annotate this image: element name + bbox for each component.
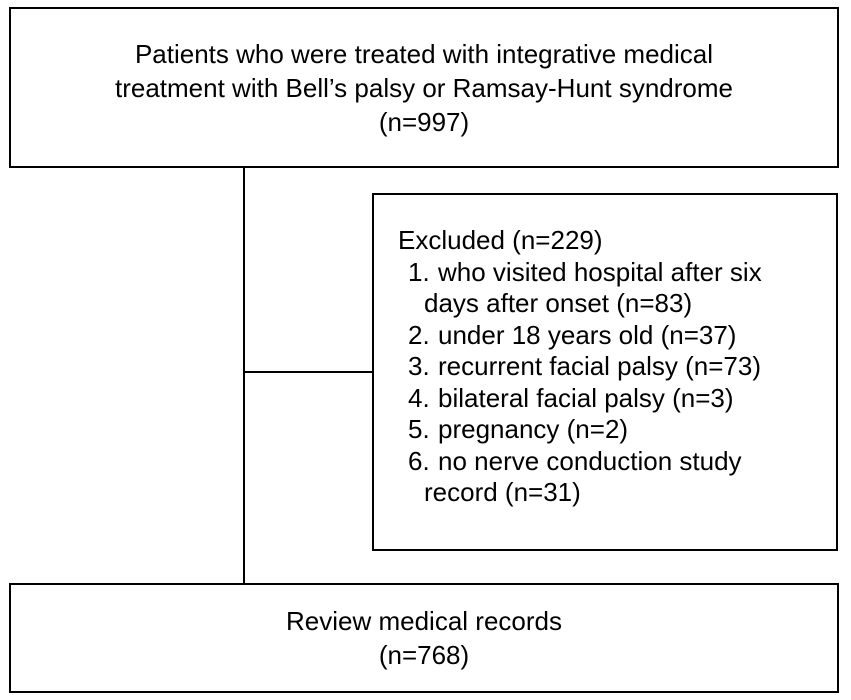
excluded-item	[398, 446, 826, 509]
enrolled-patients-count: (n=997)	[378, 106, 470, 137]
excluded-item-number: 3.	[408, 351, 430, 381]
excluded-item	[398, 257, 826, 320]
enrolled-patients-box	[9, 7, 839, 168]
reviewed-records-box	[9, 583, 839, 693]
excluded-item-number: 4.	[408, 382, 430, 413]
enrolled-patients-line-2: treatment with Bell’s palsy or Ramsay-Hunt syndrome	[115, 72, 733, 103]
enrolled-patients-line-1: Patients who were treated with integrative medical	[134, 38, 714, 69]
excluded-item	[398, 414, 826, 446]
excluded-item-text: pregnancy (n=2)	[438, 414, 629, 444]
reviewed-records-count: (n=768)	[378, 640, 470, 670]
connector-branch-line	[244, 371, 372, 373]
excluded-item-number: 5.	[408, 414, 430, 444]
excluded-item-text: under 18 years old (n=37)	[438, 319, 737, 350]
excluded-item-number: 2.	[408, 319, 430, 350]
excluded-item-text: who visited hospital after six	[438, 256, 762, 287]
excluded-item-text: recurrent facial palsy (n=73)	[438, 351, 761, 381]
excluded-item-text-continued: record (n=31)	[424, 477, 581, 507]
excluded-item-text-continued: days after onset (n=83)	[424, 288, 693, 318]
excluded-item	[398, 320, 826, 352]
excluded-box	[372, 193, 838, 551]
excluded-item-text: bilateral facial palsy (n=3)	[438, 382, 734, 413]
excluded-item-number: 6.	[408, 445, 430, 476]
reviewed-records-label: Review medical records	[286, 606, 562, 636]
excluded-title: Excluded (n=229)	[398, 225, 603, 255]
excluded-item-number: 1.	[408, 256, 430, 287]
excluded-item	[398, 351, 826, 383]
excluded-item-text: no nerve conduction study	[438, 445, 742, 476]
excluded-item	[398, 383, 826, 415]
connector-vertical-line	[243, 168, 245, 583]
